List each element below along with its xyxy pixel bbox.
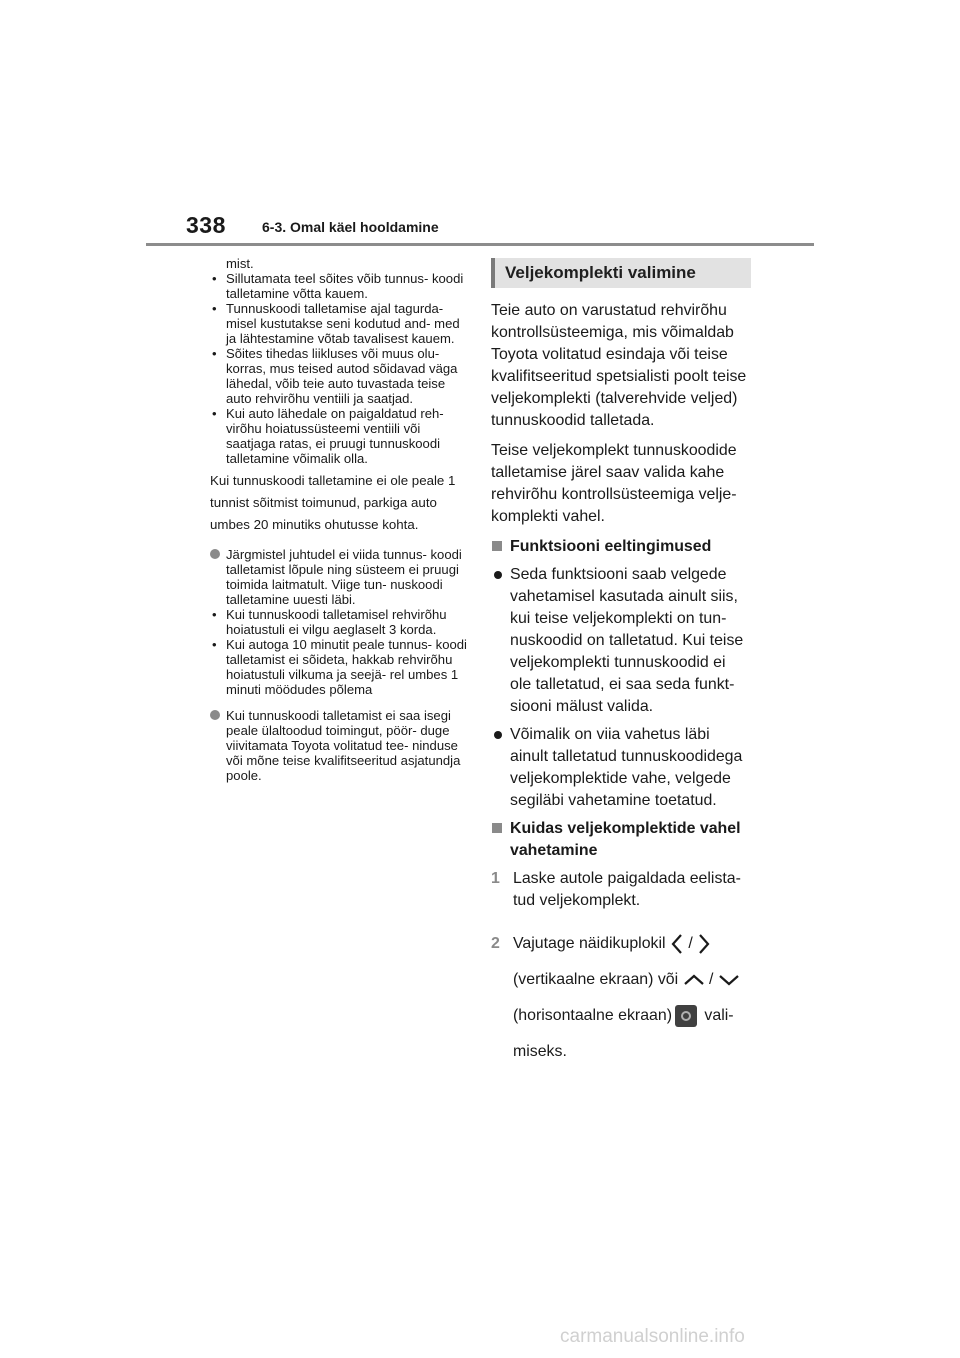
list-item: • Sillutamata teel sõites võib tunnus- koodi talletamine võtta kauem. xyxy=(210,271,472,301)
list-item-text: Seda funktsiooni saab velgede vahetamisel kasutada ainult siis, kui teise veljekomplekti on tun- nuskoodid on talletatud. Kui teise veljekomplekti tunnuskoodid ei ole talletatud, ei saa seda funkt- siooni mälust valida. xyxy=(510,566,744,715)
note-item xyxy=(210,547,472,607)
chevron-up-icon xyxy=(683,973,705,987)
note-text: Kui tunnuskoodi talletamist ei saa isegi peale ülaltoodud toimingut, pöör- duge viivitamata Toyota volitatud tee- ninduse või mõne teise kvalifitseeritud asjatundja poole. xyxy=(226,708,461,783)
section-title: 6-3. Omal käel hooldamine xyxy=(262,219,439,235)
square-bullet-icon xyxy=(492,541,502,551)
square-bullet-icon xyxy=(492,823,502,833)
list-item: • Sõites tihedas liikluses või muus olu- korras, mus teised autod sõidavad väga lähedal, võib teie auto tuvastada teise auto rehvirõhu ventiili ja saatjad. xyxy=(210,346,472,406)
continuation-text: mist. xyxy=(226,256,254,271)
header-rule xyxy=(146,243,814,246)
right-column xyxy=(491,258,751,1070)
step-item xyxy=(491,868,751,912)
page-number: 338 xyxy=(186,212,226,238)
slash-text: / xyxy=(688,935,693,952)
section-heading xyxy=(491,258,751,288)
gear-icon xyxy=(675,1005,697,1027)
subheading xyxy=(491,536,751,558)
subheading-text: Kuidas veljekomplektide vahel vahetamine xyxy=(510,820,741,859)
list-item: • Kui tunnuskoodi talletamisel rehvirõhu hoiatustuli ei vilgu aeglaselt 3 korda. xyxy=(210,607,472,637)
step-number: 1 xyxy=(491,870,500,887)
chevron-down-icon xyxy=(718,973,740,987)
list-item: • Tunnuskoodi talletamise ajal tagurda- misel kustutakse seni kodutud and- med ja lähtestamine võtab tavalisest kauem. xyxy=(210,301,472,346)
list-item-text: Võimalik on viia vahetus läbi ainult talletatud tunnuskoodidega veljekomplektide vahe, velgede segiläbi vahetamine toetatud. xyxy=(510,726,743,809)
chevron-right-icon xyxy=(697,933,711,955)
watermark: carmanualsonline.info xyxy=(560,1326,745,1347)
list-item xyxy=(491,724,751,812)
step-text: Vajutage näidikuplokil xyxy=(513,935,666,952)
subheading-text: Funktsiooni eeltingimused xyxy=(510,538,712,555)
dot-bullet-icon xyxy=(494,731,502,739)
note-item xyxy=(210,708,472,783)
step-item xyxy=(491,926,751,1070)
note-text: Järgmistel juhtudel ei viida tunnus- koodi talletamist lõpule ning süsteem ei pruugi toimida laitmatult. Viige tun- nuskoodi talletamine uuesti läbi. xyxy=(226,547,462,607)
step-number: 2 xyxy=(491,935,500,952)
paragraph: Teise veljekomplekt tunnuskoodide talletamise järel saav valida kahe rehvirõhu kontrollsüsteemiga velje- komplekti vahel. xyxy=(491,442,737,525)
slash-text: / xyxy=(709,971,714,988)
dot-bullet-icon xyxy=(494,571,502,579)
chevron-left-icon xyxy=(670,933,684,955)
step-text: (vertikaalne ekraan) või xyxy=(513,971,679,988)
list-item xyxy=(491,564,751,718)
paragraph: Kui tunnuskoodi talletamine ei ole peale 1 tunnist sõitmist toimunud, parkiga auto umbes 20 minutiks ohutusse kohta. xyxy=(210,473,456,532)
disc-bullet-icon xyxy=(210,710,220,720)
subheading xyxy=(491,818,751,862)
left-column xyxy=(210,256,472,783)
disc-bullet-icon xyxy=(210,549,220,559)
step-text: vali- miseks. xyxy=(513,1007,734,1060)
step-text: (horisontaalne ekraan) xyxy=(513,1007,672,1024)
list-item: • Kui auto lähedale on paigaldatud reh- virõhu hoiatussüsteemi ventiili või saatjaga ratas, ei pruugi tunnuskoodi talletamine võimalik olla. xyxy=(210,406,472,466)
list-item: • Kui autoga 10 minutit peale tunnus- koodi talletamist ei sõideta, hakkab rehvirõhu hoiatustuli vilkuma ja seejä- rel umbes 1 minuti möödudes põlema xyxy=(210,637,472,697)
section-heading-text: Veljekomplekti valimine xyxy=(505,263,696,282)
paragraph: Teie auto on varustatud rehvirõhu kontrollsüsteemiga, mis võimaldab Toyota volitatud esindaja või teise kvalifitseeritud spetsialisti poolt teise veljekomplekti (talverehvide veljed) tunnuskoodid talletada. xyxy=(491,302,747,429)
step-text: Laske autole paigaldada eelista- tud veljekomplekt. xyxy=(513,870,741,909)
